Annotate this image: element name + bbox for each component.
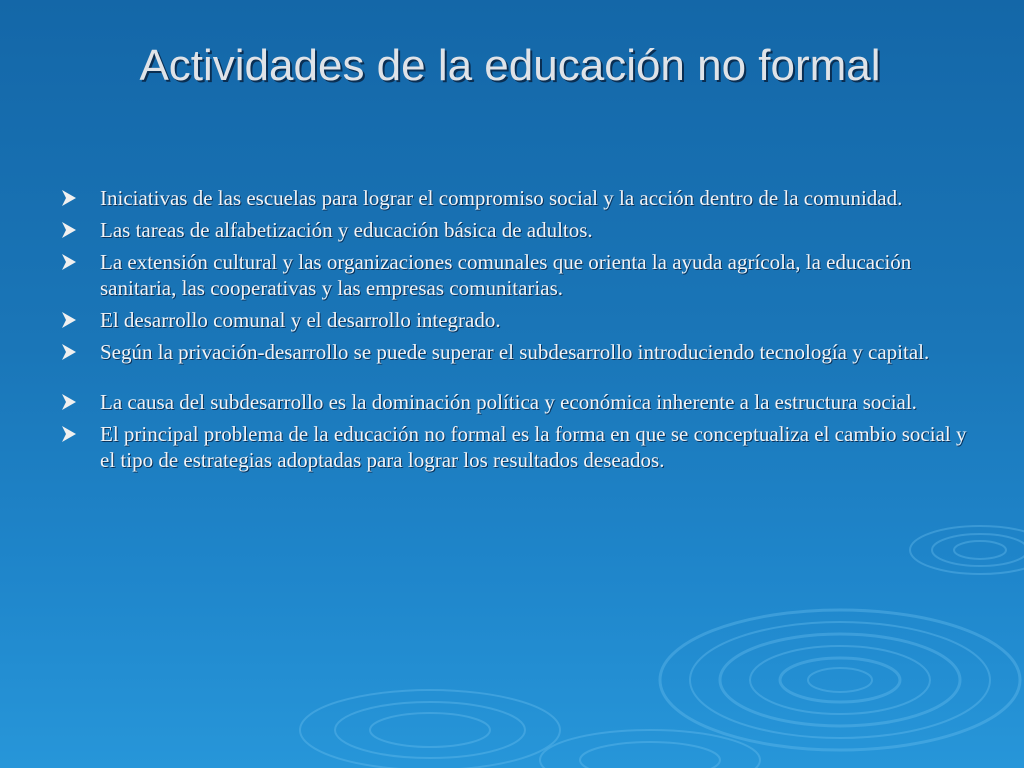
arrowhead-bullet-icon [62,312,76,328]
list-item-text: El principal problema de la educación no formal es la forma en que se conceptualiza el cambio social y el tipo de estrategias adoptadas para lograr los resultados deseados. [100,422,967,472]
list-item [62,339,967,365]
arrowhead-bullet-icon [62,222,76,238]
list-item-text: Iniciativas de las escuelas para lograr el compromiso social y la acción dentro de la comunidad. [100,186,903,210]
arrowhead-bullet-icon [62,254,76,270]
list-item-text: Las tareas de alfabetización y educación básica de adultos. [100,218,593,242]
list-item [62,389,967,415]
list-item-text: La causa del subdesarrollo es la dominación política y económica inherente a la estructura social. [100,390,917,414]
arrowhead-bullet-icon [62,426,76,442]
arrowhead-bullet-icon [62,190,76,206]
list-item [62,217,967,243]
list-item [62,421,967,473]
list-item-text: La extensión cultural y las organizaciones comunales que orienta la ayuda agrícola, la educación sanitaria, las cooperativas y las empresas comunitarias. [100,250,912,300]
list-item-text: El desarrollo comunal y el desarrollo integrado. [100,308,501,332]
bullet-list [62,185,967,479]
slide-title: Actividades de la educación no formal [139,41,881,90]
list-item [62,185,967,211]
list-item [62,307,967,333]
list-item [62,249,967,301]
arrowhead-bullet-icon [62,344,76,360]
list-item-text: Según la privación-desarrollo se puede superar el subdesarrollo introduciendo tecnología y capital. [100,340,930,364]
arrowhead-bullet-icon [62,394,76,410]
